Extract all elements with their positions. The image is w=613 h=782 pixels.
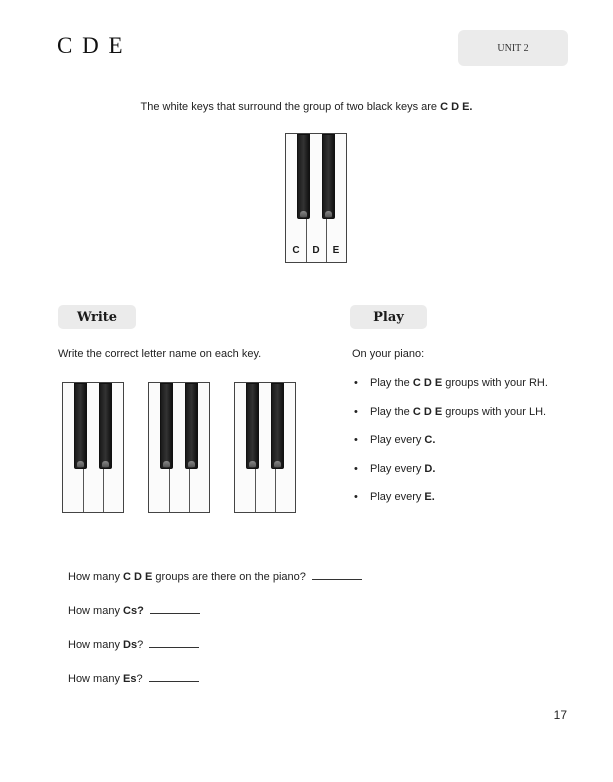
intro-text-plain: The white keys that surround the group of two black keys are (140, 101, 441, 113)
play-item: • Play the C D E groups with your RH. (352, 377, 548, 406)
page-number: 17 (553, 708, 567, 722)
play-list (352, 377, 548, 520)
question-es: How many Es? (68, 672, 199, 685)
intro-text-bold: C D E. (440, 101, 473, 113)
page-title: C D E (57, 33, 125, 58)
unit-label: UNIT 2 (497, 42, 529, 54)
intro-text (0, 101, 613, 113)
question-ds: How many Ds? (68, 638, 199, 651)
black-key (297, 134, 310, 219)
play-item: • Play the C D E groups with your LH. (352, 406, 548, 435)
play-heading-label: Play (373, 309, 404, 325)
play-item: • Play every E. (352, 491, 548, 520)
key-label-c: C (292, 245, 300, 256)
play-instruction: On your piano: (352, 348, 425, 360)
answer-blank[interactable] (150, 604, 200, 614)
black-key (271, 383, 284, 469)
write-keyboard-3[interactable] (234, 382, 296, 513)
answer-blank[interactable] (312, 570, 362, 580)
question-cs: How many Cs? (68, 604, 200, 617)
play-heading (350, 305, 427, 329)
cde-example-keyboard (285, 133, 347, 263)
key-label-e: E (332, 245, 340, 256)
black-key (322, 134, 335, 219)
play-item: • Play every C. (352, 434, 548, 463)
play-item: • Play every D. (352, 463, 548, 492)
write-keyboard-1[interactable] (62, 382, 124, 513)
black-key (185, 383, 198, 469)
write-heading (58, 305, 136, 329)
unit-badge (458, 30, 568, 66)
answer-blank[interactable] (149, 672, 199, 682)
key-label-d: D (312, 245, 320, 256)
black-key (246, 383, 259, 469)
black-key (99, 383, 112, 469)
black-key (74, 383, 87, 469)
write-instruction: Write the correct letter name on each key. (58, 348, 262, 360)
write-keyboard-2[interactable] (148, 382, 210, 513)
answer-blank[interactable] (149, 638, 199, 648)
question-cde-groups: How many C D E groups are there on the piano? (68, 570, 362, 583)
black-key (160, 383, 173, 469)
write-heading-label: Write (76, 309, 118, 325)
